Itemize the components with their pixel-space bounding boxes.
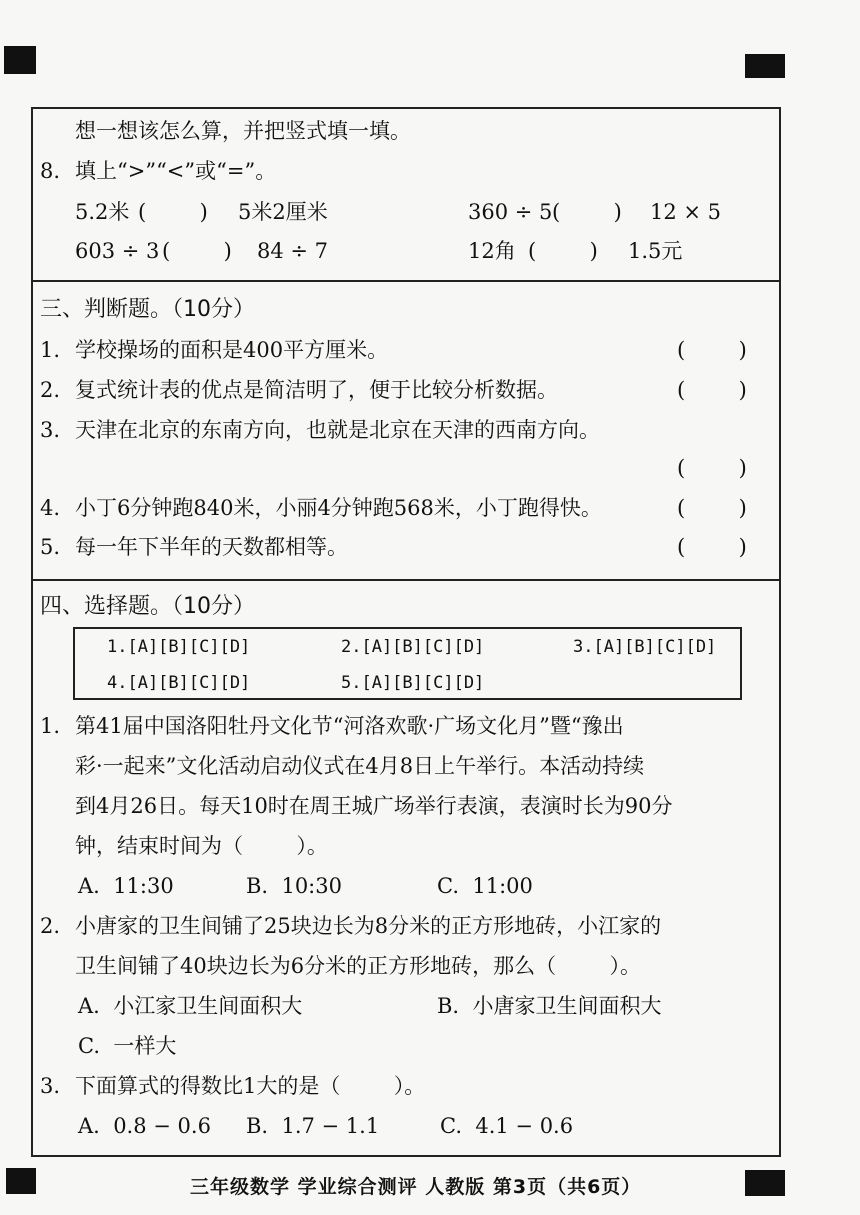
- s4-q1-line-3: 到4月26日。每天10时在周王城广场举行表演，表演时长为90分: [75, 794, 673, 818]
- s4-q1-line-2: 彩·一起来”文化活动启动仪式在4月8日上午举行。本活动持续: [75, 754, 645, 778]
- s4-q2-line-2: 卫生间铺了40块边长为6分米的正方形地砖，那么（ ）。: [75, 954, 641, 978]
- s4-q1-line-4: 钟，结束时间为（ ）。: [75, 834, 328, 858]
- section3-heading: 三、判断题。（10分）: [40, 297, 255, 322]
- q8-item-1-blank[interactable]: ( ): [138, 200, 208, 224]
- s3-q5-answer[interactable]: ( ): [677, 535, 747, 559]
- s3-q2-text: 复式统计表的优点是简洁明了，便于比较分析数据。: [75, 378, 558, 402]
- s3-q2-number: 2.: [40, 378, 61, 402]
- s3-q1-number: 1.: [40, 338, 61, 362]
- s4-q2-option-c[interactable]: C. 一样大: [78, 1034, 177, 1058]
- s4-q1-line-1: 第41届中国洛阳牡丹文化节“河洛欢歌·广场文化月”暨“豫出: [75, 714, 624, 738]
- q8-item-4-left: 12角: [468, 239, 516, 263]
- q8-item-2-left: 360 ÷ 5: [468, 200, 553, 224]
- s4-q1-option-c[interactable]: C. 11:00: [437, 874, 533, 898]
- registration-mark-bottom-right: [745, 1170, 785, 1196]
- s4-q3-option-b[interactable]: B. 1.7 − 1.1: [246, 1114, 380, 1138]
- s4-q2-line-1: 小唐家的卫生间铺了25块边长为8分米的正方形地砖，小江家的: [75, 914, 662, 938]
- s3-q3-number: 3.: [40, 418, 61, 442]
- s4-q3-number: 3.: [40, 1074, 61, 1098]
- q8-item-2-blank[interactable]: ( ): [552, 200, 622, 224]
- answer-bubble-row-3[interactable]: 3.[A][B][C][D]: [573, 637, 717, 657]
- s4-q3-option-a[interactable]: A. 0.8 − 0.6: [78, 1114, 211, 1138]
- s4-q3-line: 下面算式的得数比1大的是（ ）。: [75, 1074, 426, 1098]
- s4-q2-option-a[interactable]: A. 小江家卫生间面积大: [78, 994, 303, 1018]
- continuation-text: 想一想该怎么算，并把竖式填一填。: [75, 119, 411, 143]
- s4-q3-option-c[interactable]: C. 4.1 − 0.6: [440, 1114, 574, 1138]
- q8-number: 8.: [40, 159, 61, 183]
- section-divider-1: [33, 280, 779, 282]
- page-footer: 三年级数学 学业综合测评 人教版 第3页（共6页）: [190, 1176, 642, 1198]
- s3-q4-number: 4.: [40, 496, 61, 520]
- answer-bubble-row-4[interactable]: 4.[A][B][C][D]: [107, 673, 251, 693]
- q8-item-1-right: 5米2厘米: [238, 200, 328, 224]
- s3-q5-text: 每一年下半年的天数都相等。: [75, 535, 348, 559]
- q8-item-2-right: 12 × 5: [650, 200, 722, 224]
- s3-q2-answer[interactable]: ( ): [677, 378, 747, 402]
- q8-item-3-blank[interactable]: ( ): [162, 239, 232, 263]
- q8-item-1-left: 5.2米: [75, 200, 130, 224]
- s3-q1-text: 学校操场的面积是400平方厘米。: [75, 338, 389, 362]
- q8-item-3-right: 84 ÷ 7: [257, 239, 329, 263]
- s4-q1-option-b[interactable]: B. 10:30: [246, 874, 342, 898]
- s4-q2-number: 2.: [40, 914, 61, 938]
- q8-item-4-blank[interactable]: ( ): [528, 239, 598, 263]
- registration-mark-top-left: [4, 46, 36, 74]
- section4-heading: 四、选择题。（10分）: [40, 594, 255, 619]
- s4-q1-number: 1.: [40, 714, 61, 738]
- s3-q4-text: 小丁6分钟跑840米，小丽4分钟跑568米，小丁跑得快。: [75, 496, 602, 520]
- s3-q3-answer[interactable]: ( ): [677, 456, 747, 480]
- answer-bubble-row-1[interactable]: 1.[A][B][C][D]: [107, 637, 251, 657]
- s4-q1-option-a[interactable]: A. 11:30: [78, 874, 174, 898]
- s3-q5-number: 5.: [40, 535, 61, 559]
- s3-q4-answer[interactable]: ( ): [677, 496, 747, 520]
- s3-q3-text: 天津在北京的东南方向，也就是北京在天津的西南方向。: [75, 418, 600, 442]
- registration-mark-bottom-left: [6, 1168, 36, 1194]
- q8-prompt: 填上“>”“<”或“=”。: [75, 159, 277, 183]
- s3-q1-answer[interactable]: ( ): [677, 338, 747, 362]
- answer-bubble-row-2[interactable]: 2.[A][B][C][D]: [341, 637, 485, 657]
- s4-q2-option-b[interactable]: B. 小唐家卫生间面积大: [437, 994, 662, 1018]
- q8-item-3-left: 603 ÷ 3: [75, 239, 160, 263]
- answer-bubble-row-5[interactable]: 5.[A][B][C][D]: [341, 673, 485, 693]
- section-divider-2: [33, 579, 779, 581]
- q8-item-4-right: 1.5元: [628, 239, 683, 263]
- registration-mark-top-right: [745, 54, 785, 78]
